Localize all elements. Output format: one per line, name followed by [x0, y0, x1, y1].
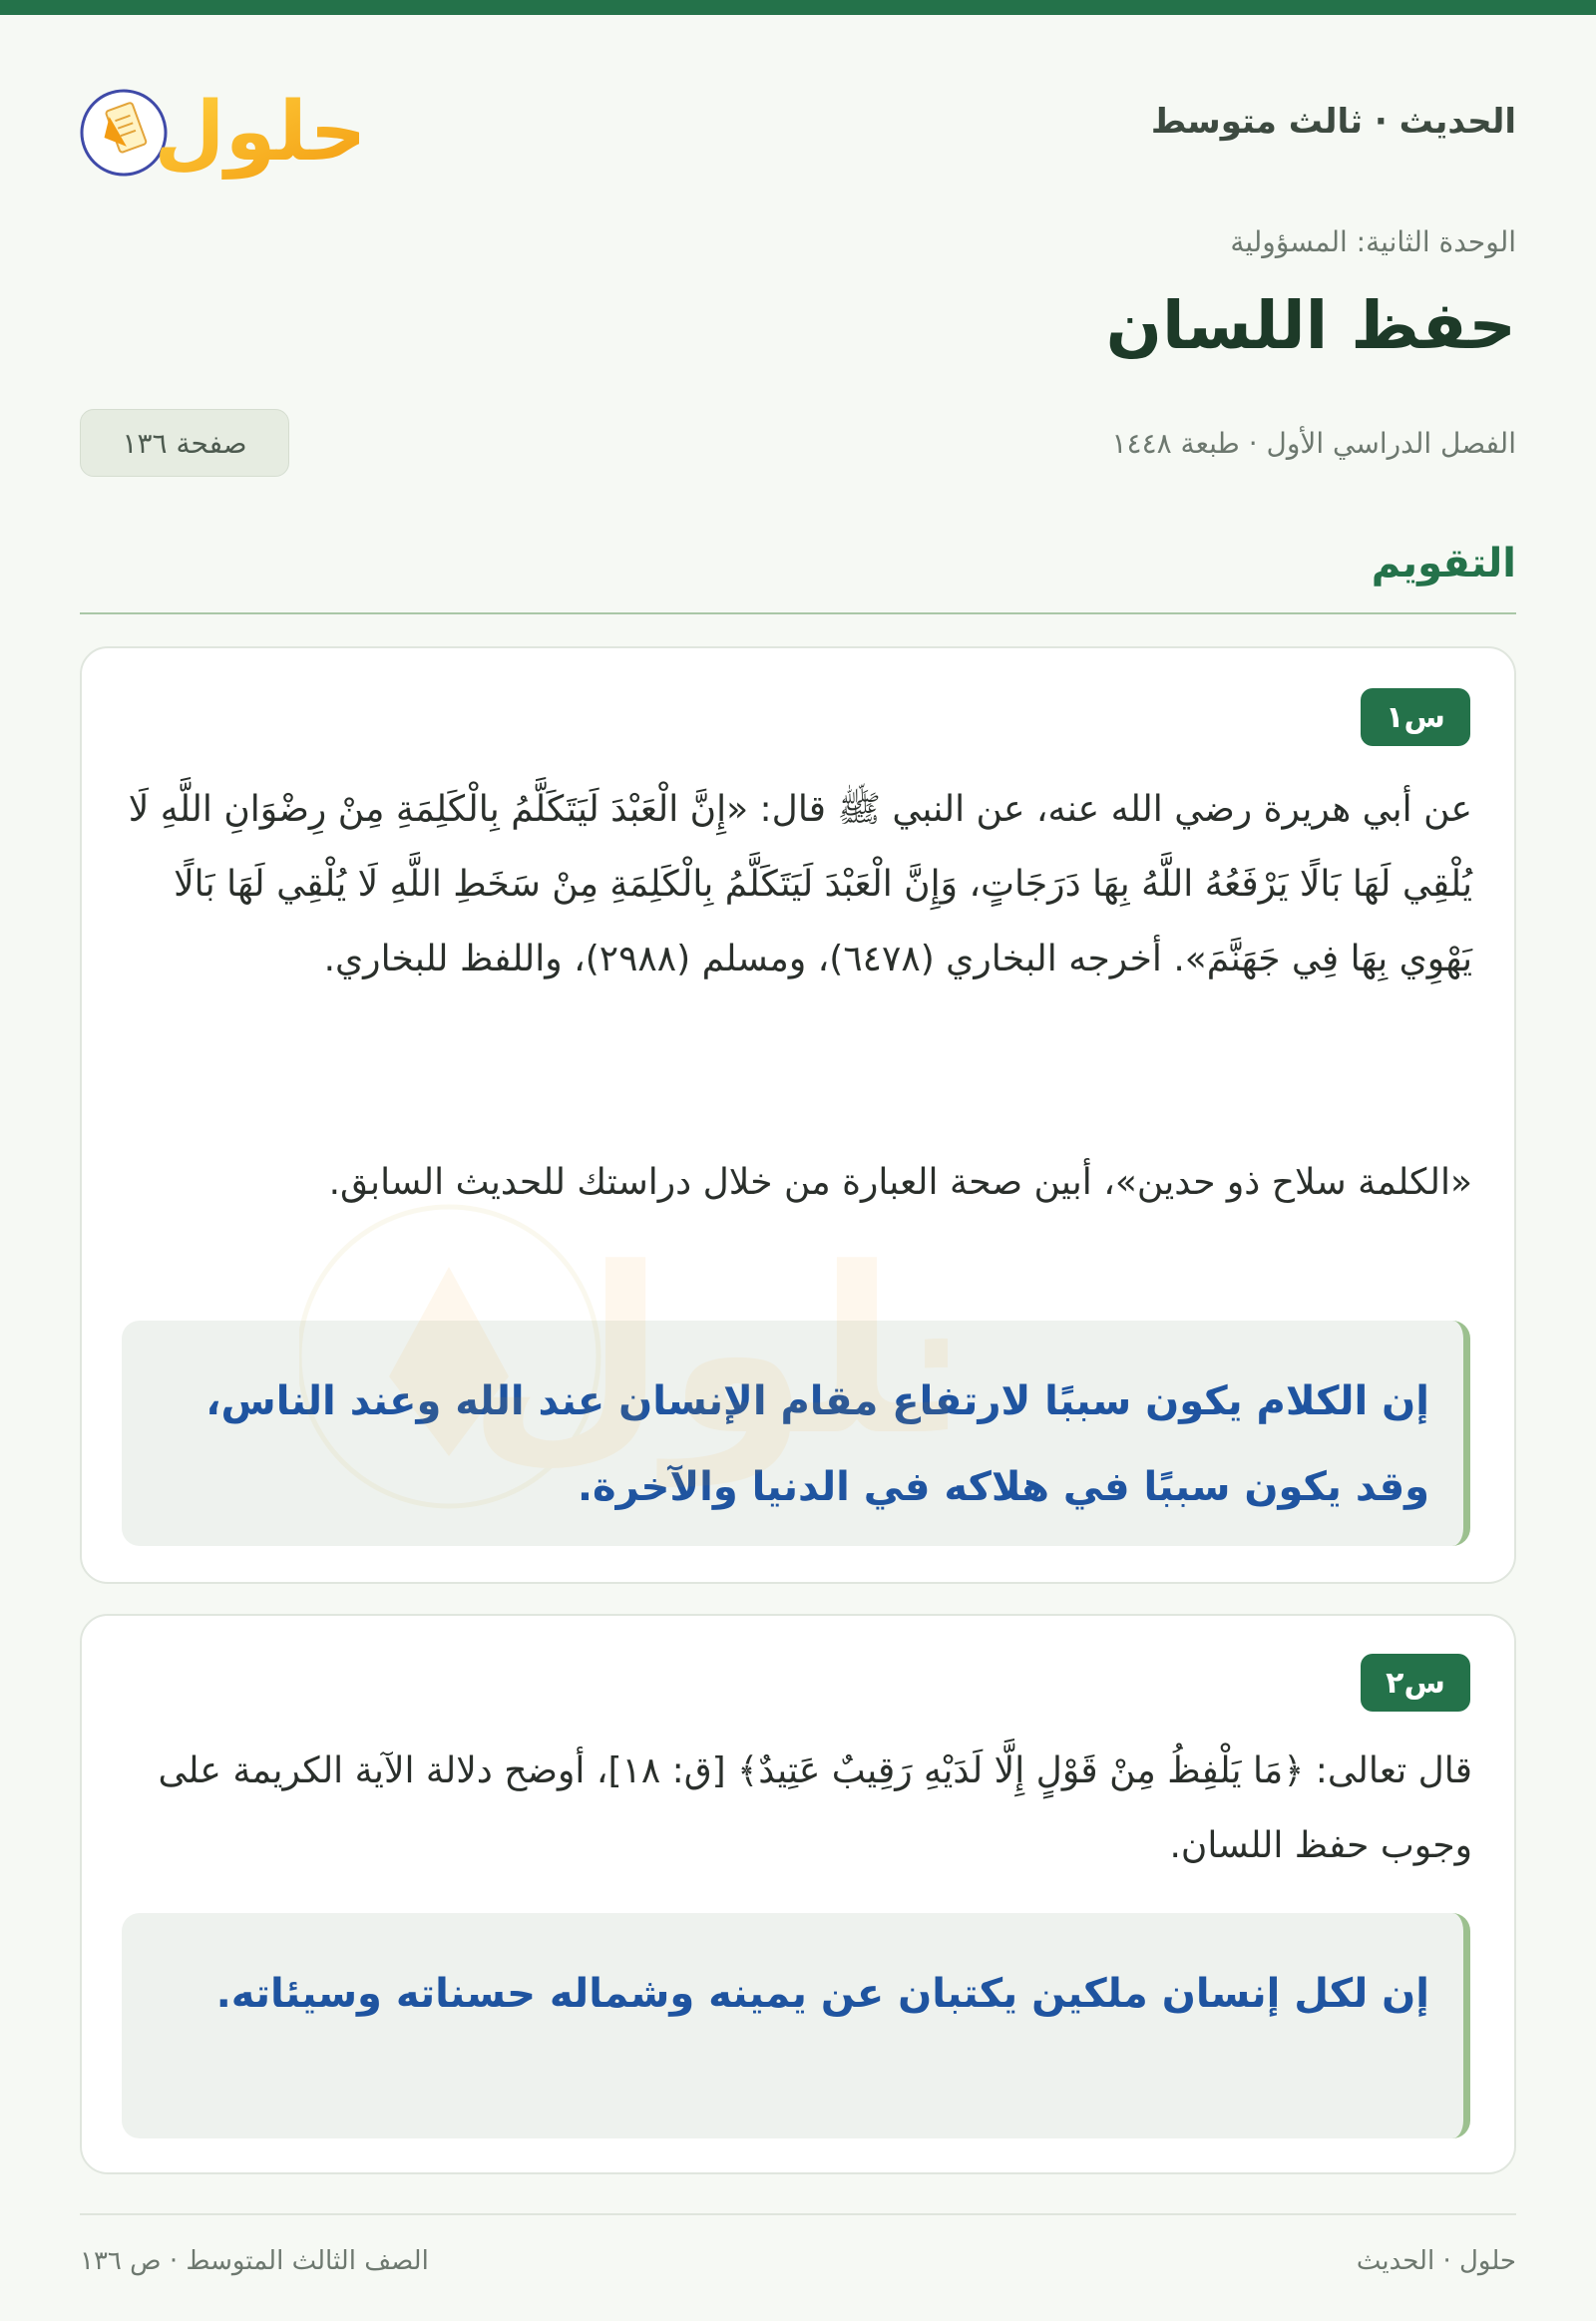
question-prompt: قال تعالى: ﴿مَا يَلْفِظُ مِنْ قَوْلٍ إِلَّا لَدَيْهِ رَقِيبٌ عَتِيدٌ﴾ [ق: ١٨]، أوضح دلالة الآية الكريمة على وجوب حفظ اللسان. [158, 1750, 1472, 1866]
hadith-text: عن أبي هريرة رضي الله عنه، عن النبي ﷺ قال: «إِنَّ الْعَبْدَ لَيَتَكَلَّمُ بِالْكَلِمَةِ مِنْ رِضْوَانِ اللَّهِ لَا يُلْقِي لَهَا بَالًا يَرْفَعُهُ اللَّهُ بِهَا دَرَجَاتٍ، وَإِنَّ الْعَبْدَ لَيَتَكَلَّمُ بِالْكَلِمَةِ مِنْ سَخَطِ اللَّهِ لَا يُلْقِي لَهَا بَالًا يَهْوِي بِهَا فِي جَهَنَّمَ». أخرجه البخاري (٦٤٧٨)، ومسلم (٢٩٨٨)، واللفظ للبخاري. [128, 789, 1472, 979]
footer-grade-page: الصف الثالث المتوسط · ص ١٣٦ [80, 2246, 429, 2276]
answer-text: إن الكلام يكون سببًا لارتفاع مقام الإنسان عند الله وعند الناس، وقد يكون سببًا في هلاكه في الدنيا والآخرة. [205, 1378, 1429, 1510]
logo-wordmark: حلول [154, 85, 359, 180]
question-badge: س٢ [1361, 1654, 1470, 1712]
hulul-logo[interactable] [80, 62, 359, 192]
question-badge: س١ [1361, 688, 1470, 746]
footer-site-subject: حلول · الحديث [1356, 2246, 1516, 2276]
page-header-title: الحديث · ثالث متوسط [1150, 102, 1516, 142]
page-number-badge: صفحة ١٣٦ [80, 409, 289, 477]
question-card-1 [80, 646, 1516, 1584]
section-title: التقويم [1371, 541, 1516, 586]
page-header [80, 62, 1516, 192]
top-accent-bar [0, 0, 1596, 15]
answer-box [122, 1913, 1470, 2138]
section-divider [80, 612, 1516, 614]
answer-box [122, 1321, 1470, 1546]
term-edition-label: الفصل الدراسي الأول · طبعة ١٤٤٨ [1111, 427, 1516, 460]
unit-label: الوحدة الثانية: المسؤولية [1230, 225, 1516, 258]
question-card-2 [80, 1614, 1516, 2174]
answer-text: إن لكل إنسان ملكين يكتبان عن يمينه وشماله حسناته وسيئاته. [215, 1971, 1429, 2017]
lesson-title: حفظ اللسان [1105, 287, 1516, 364]
footer-divider [80, 2213, 1516, 2215]
logo-graphic [80, 62, 359, 192]
question-prompt: «الكلمة سلاح ذو حدين»، أبين صحة العبارة من خلال دراستك للحديث السابق. [328, 1162, 1472, 1203]
